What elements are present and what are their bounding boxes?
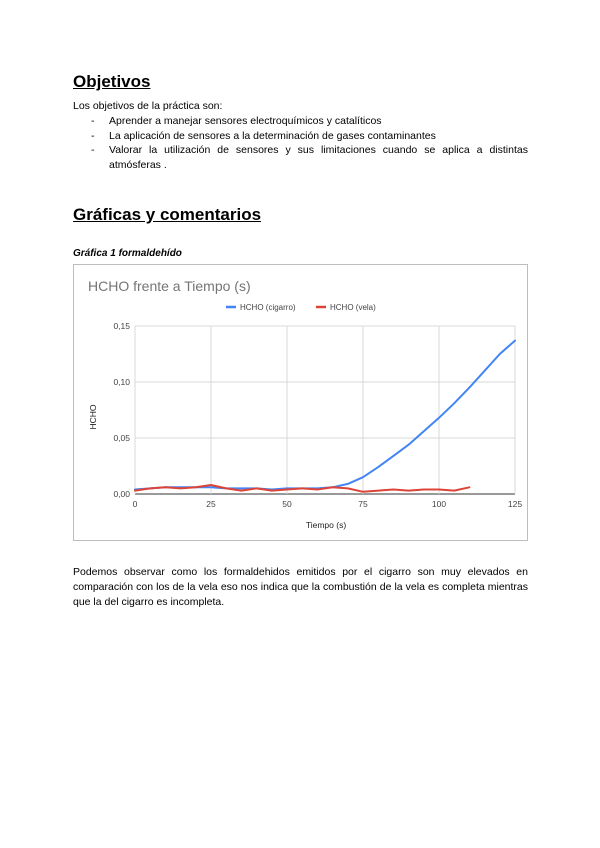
figure-caption: Gráfica 1 formaldehído — [73, 248, 182, 259]
x-tick-label: 75 — [358, 499, 368, 509]
x-tick-label: 25 — [206, 499, 216, 509]
x-tick-label: 0 — [132, 499, 138, 509]
list-item: - Valorar la utilización de sensores y sus limitaciones cuando se aplica a distintas atmósferas . — [73, 143, 528, 172]
objectives-list — [73, 114, 528, 172]
series-line-vela — [135, 485, 469, 492]
x-axis-label: Tiempo (s) — [305, 520, 347, 530]
list-item: - La aplicación de sensores a la determinación de gases contaminantes — [73, 129, 528, 144]
comment-paragraph: Podemos observar como los formaldehidos emitidos por el cigarro son muy elevados en comparación con los de la vela eso nos indica que la combustión de la vela es completa mientras que la del cigarro es incompleta. — [73, 566, 528, 608]
chart-legend — [226, 303, 376, 312]
y-axis-label: HCHO — [88, 404, 98, 430]
list-item: - Aprender a manejar sensores electroquímicos y catalíticos — [73, 114, 528, 129]
x-tick-label: 100 — [431, 499, 447, 509]
y-tick-label: 0,00 — [113, 489, 130, 499]
series-line-cigarro — [135, 341, 515, 490]
y-tick-label: 0,15 — [113, 321, 130, 331]
objectives-intro: Los objetivos de la práctica son: — [73, 100, 223, 112]
y-tick-label: 0,05 — [113, 433, 130, 443]
hcho-chart — [74, 265, 527, 540]
chart-title: HCHO frente a Tiempo (s) — [88, 278, 251, 294]
chart-frame — [73, 264, 528, 541]
y-tick-label: 0,10 — [113, 377, 130, 387]
x-tick-label: 50 — [282, 499, 292, 509]
graphs-heading: Gráficas y comentarios — [73, 205, 262, 224]
x-tick-label: 125 — [507, 499, 523, 509]
legend-label: HCHO (vela) — [330, 303, 376, 312]
legend-label: HCHO (cigarro) — [240, 303, 296, 312]
objectives-heading: Objetivos — [73, 72, 151, 91]
